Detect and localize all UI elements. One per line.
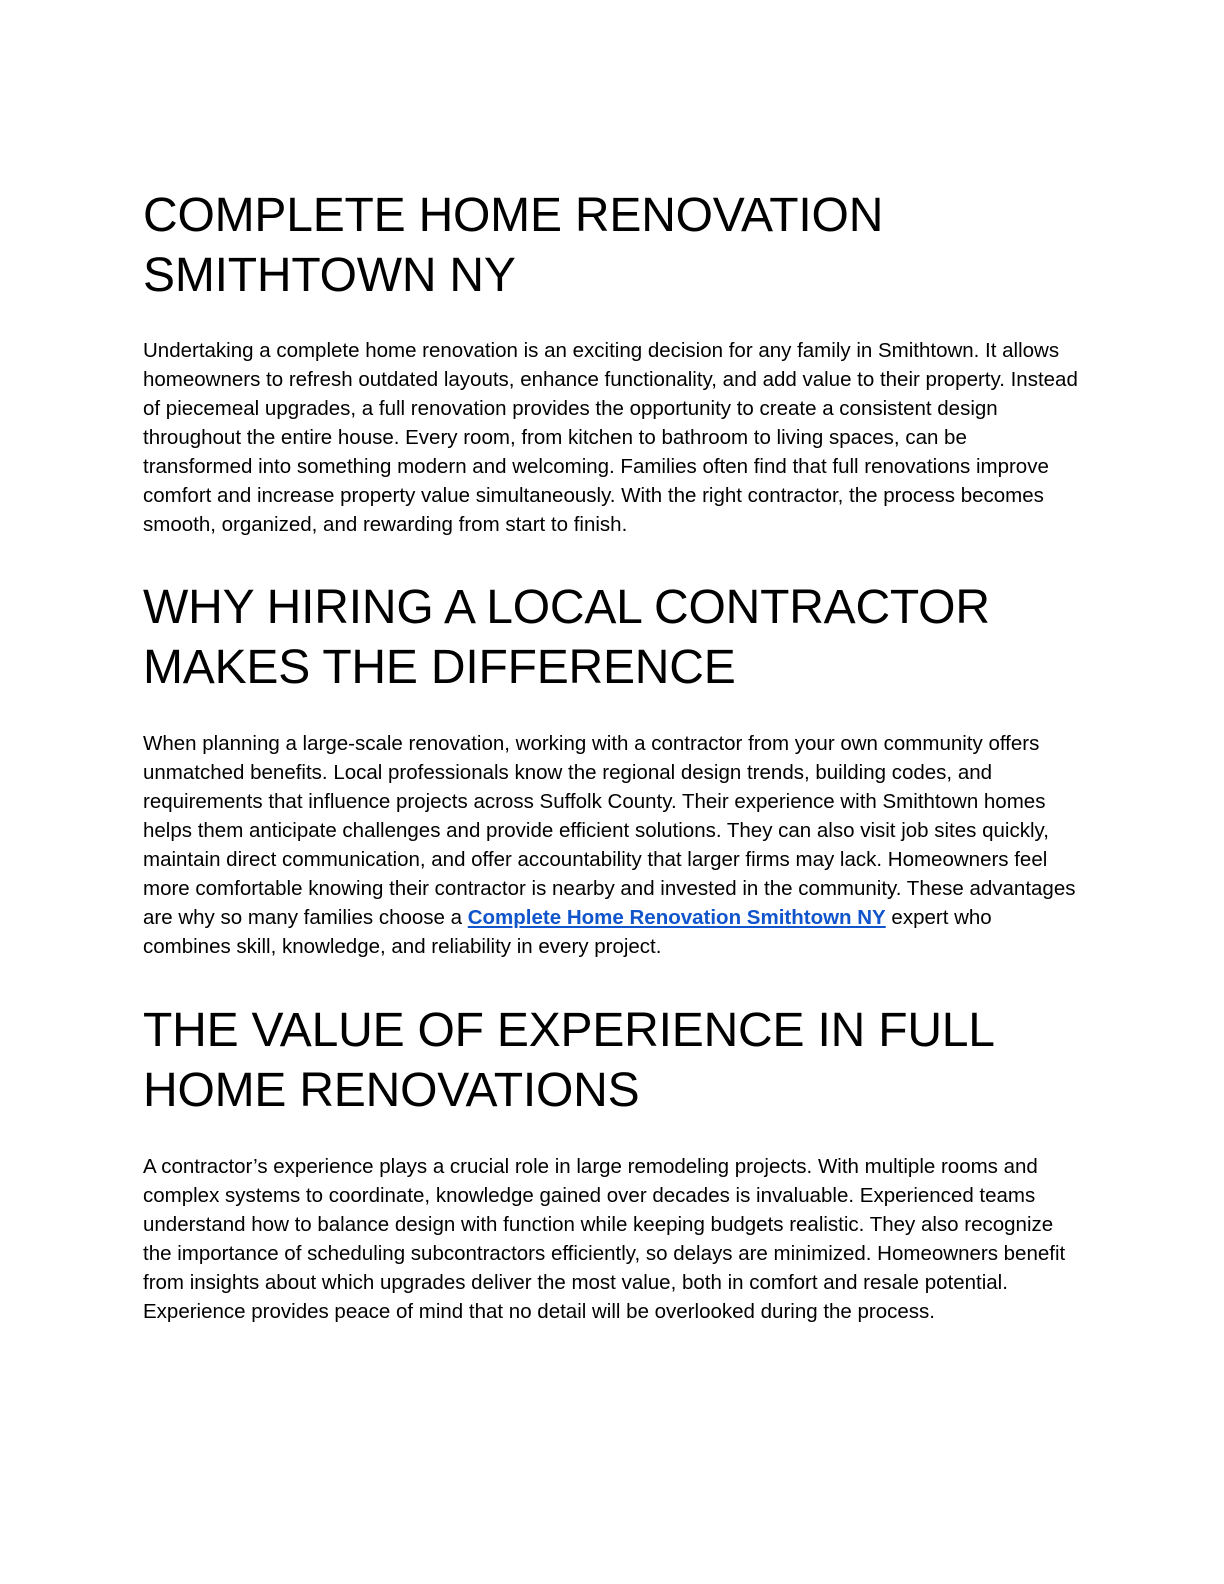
paragraph-text-after-link: expert who combines skill, knowledge, and reliability in every project.	[143, 906, 992, 958]
complete-home-renovation-link[interactable]: Complete Home Renovation Smithtown NY	[467, 906, 886, 929]
paragraph-local-contractor	[143, 729, 1078, 961]
paragraph-intro: Undertaking a complete home renovation is an exciting decision for any family in Smithtown. It allows homeowners to refresh outdated layouts, enhance functionality, and add value to their property. Instead of piecemeal upgrades, a full renovation provides the opportunity to create a consistent design throughout the entire house. Every room, from kitchen to bathroom to living spaces, can be transformed into something modern and welcoming. Families often find that full renovations improve comfort and increase property value simultaneously. With the right contractor, the process becomes smooth, organized, and rewarding from start to finish.	[143, 339, 1078, 536]
heading-complete-home-renovation: COMPLETE HOME RENOVATION SMITHTOWN NY	[143, 189, 884, 302]
heading-value-of-experience: THE VALUE OF EXPERIENCE IN FULL HOME RENOVATIONS	[143, 1004, 993, 1117]
heading-local-contractor: WHY HIRING A LOCAL CONTRACTOR MAKES THE DIFFERENCE	[143, 581, 990, 694]
document-page	[143, 186, 1078, 1326]
paragraph-text-before-link: When planning a large-scale renovation, working with a contractor from your own community offers unmatched benefits. Local professionals know the regional design trends, building codes, and requirements that influence projects across Suffolk County. Their experience with Smithtown homes helps them anticipate challenges and provide efficient solutions. They can also visit job sites quickly, maintain direct communication, and offer accountability that larger firms may lack. Homeowners feel more comfortable knowing their contractor is nearby and invested in the community. These advantages are why so many families choose a	[143, 732, 1076, 929]
paragraph-experience: A contractor’s experience plays a crucial role in large remodeling projects. With multiple rooms and complex systems to coordinate, knowledge gained over decades is invaluable. Experienced teams understand how to balance design with function while keeping budgets realistic. They also recognize the importance of scheduling subcontractors efficiently, so delays are minimized. Homeowners benefit from insights about which upgrades deliver the most value, both in comfort and resale potential. Experience provides peace of mind that no detail will be overlooked during the process.	[143, 1155, 1066, 1323]
